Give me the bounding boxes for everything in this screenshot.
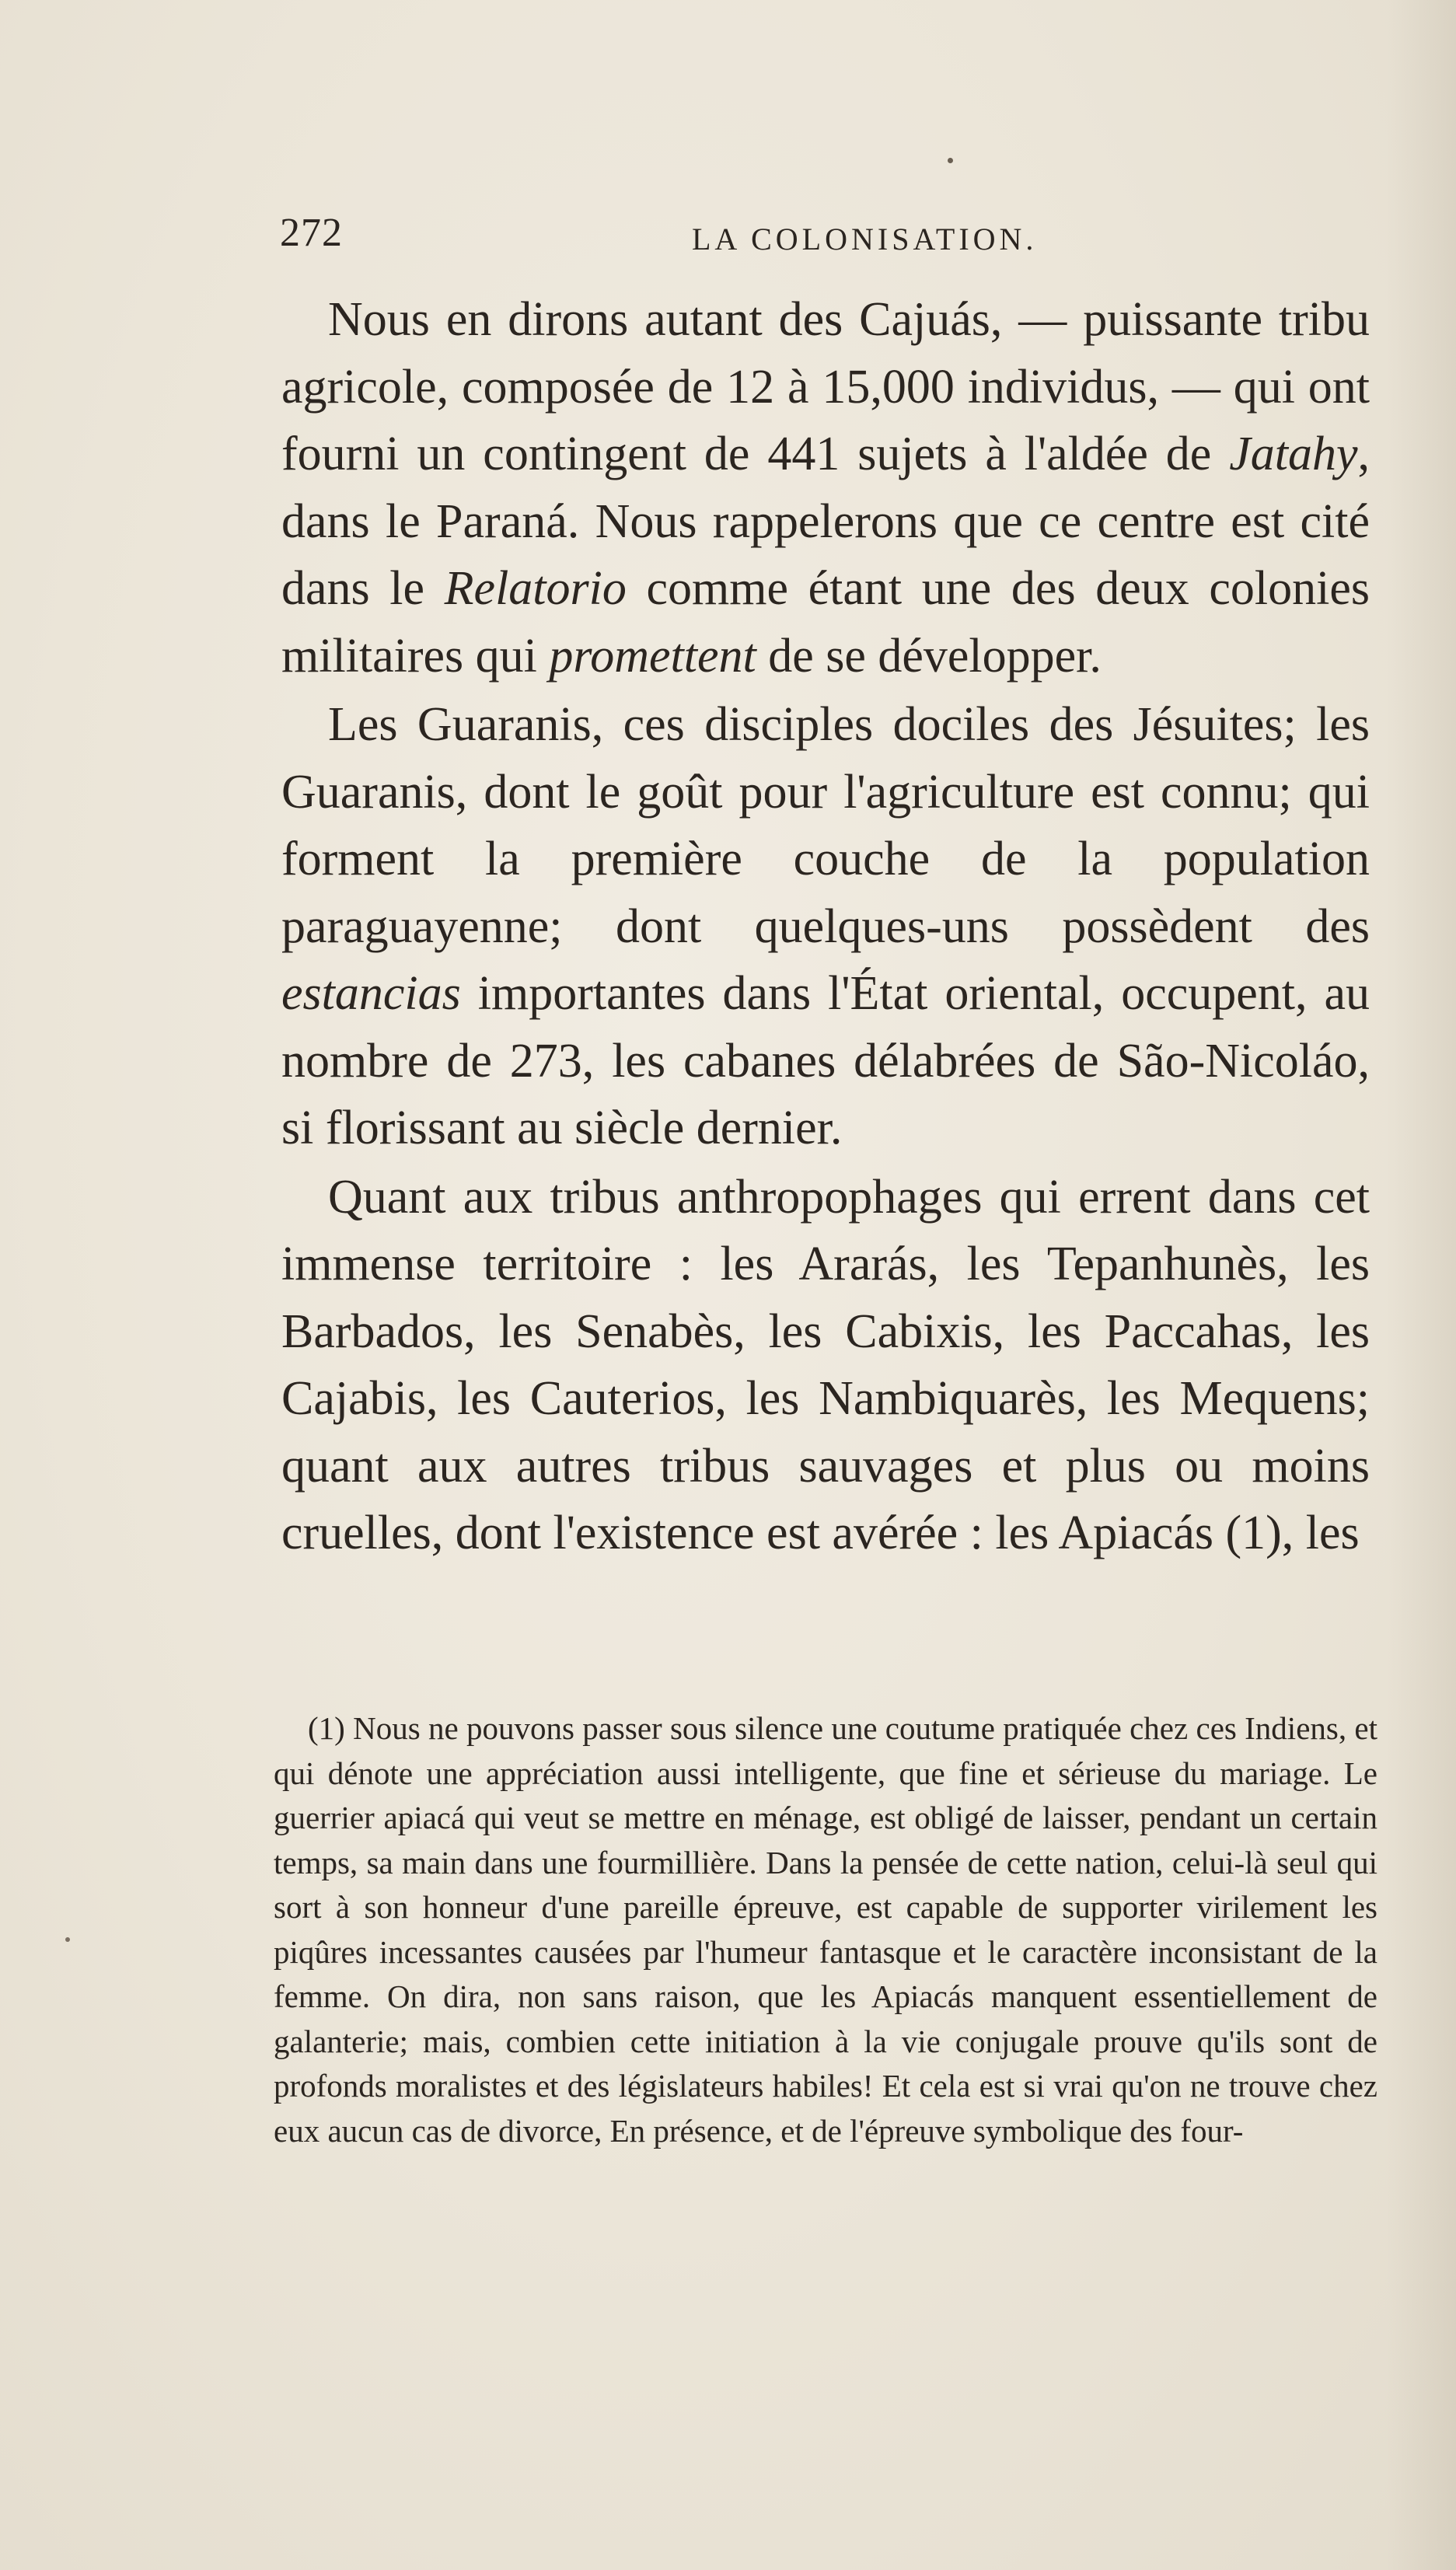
page-edge-shadow — [1386, 0, 1456, 2570]
italic-jatahy: Jatahy — [1229, 428, 1358, 480]
footnote — [274, 1706, 1377, 2153]
italic-estancias: estancias — [281, 967, 461, 1020]
paragraph-cajuas: Nous en dirons autant des Cajuás, — puissante tribu agricole, composée de 12 à 15,000 individus, — qui ont fourni un contingent de 441 sujets à l'aldée de Jatahy, dans le Paraná. Nous rappelerons que ce centre est cité dans le Relatorio comme étant une des deux colonies militaires qui promettent de se développer. — [281, 293, 1370, 683]
italic-promettent: promettent — [549, 629, 756, 683]
footnote-text: (1) Nous ne pouvons passer sous silence une coutume pratiquée chez ces Indiens, et qui dénote une appréciation aussi intelligente, que fine et sérieuse du mariage. Le guerrier apiacá qui veut se mettre en ménage, est obligé de laisser, pendant un certain temps, sa main dans une fourmillière. Dans la pensée de cette nation, celui-là seul qui sort à son honneur d'une pareille épreuve, est capable de supporter virilement les piqûres incessantes causées par l'humeur fantasque et le caractère inconsistant de la femme. On dira, non sans raison, que les Apiacás manquent essentiellement de galanterie; mais, combien cette initiation à la vie conjugale prouve qu'ils sont de profonds moralistes et des législateurs habiles! Et cela est si vrai qu'on ne trouve chez eux aucun cas de divorce, En présence, et de l'épreuve symbolique des four- — [274, 1710, 1377, 2149]
paragraph-tribus: Quant aux tribus anthropophages qui errent dans cet immense territoire : les Ararás, les Tepanhunès, les Barbados, les Senabès, les Cabixis, les Paccahas, les Cajabis, les Cauterios, les Nambiquarès, les Mequens; quant aux autres tribus sauvages et plus ou moins cruelles, dont l'existence est avérée : les Apiacás (1), les — [281, 1170, 1370, 1559]
running-title: LA COLONISATION. — [692, 222, 1038, 257]
paper-speck — [65, 1937, 70, 1942]
main-text — [281, 286, 1370, 1567]
page-header — [280, 210, 1384, 272]
paragraph-guaranis: Les Guaranis, ces disciples dociles des Jésuites; les Guaranis, dont le goût pour l'agriculture est connu; qui forment la première couche de la population paraguayenne; dont quelques-uns possèdent des estancias importantes dans l'État oriental, occupent, au nombre de 273, les cabanes délabrées de São-Nicoláo, si florissant au siècle dernier. — [281, 698, 1370, 1154]
page-number: 272 — [280, 211, 343, 255]
paper-speck — [948, 158, 953, 163]
italic-relatorio: Relatorio — [444, 562, 627, 615]
